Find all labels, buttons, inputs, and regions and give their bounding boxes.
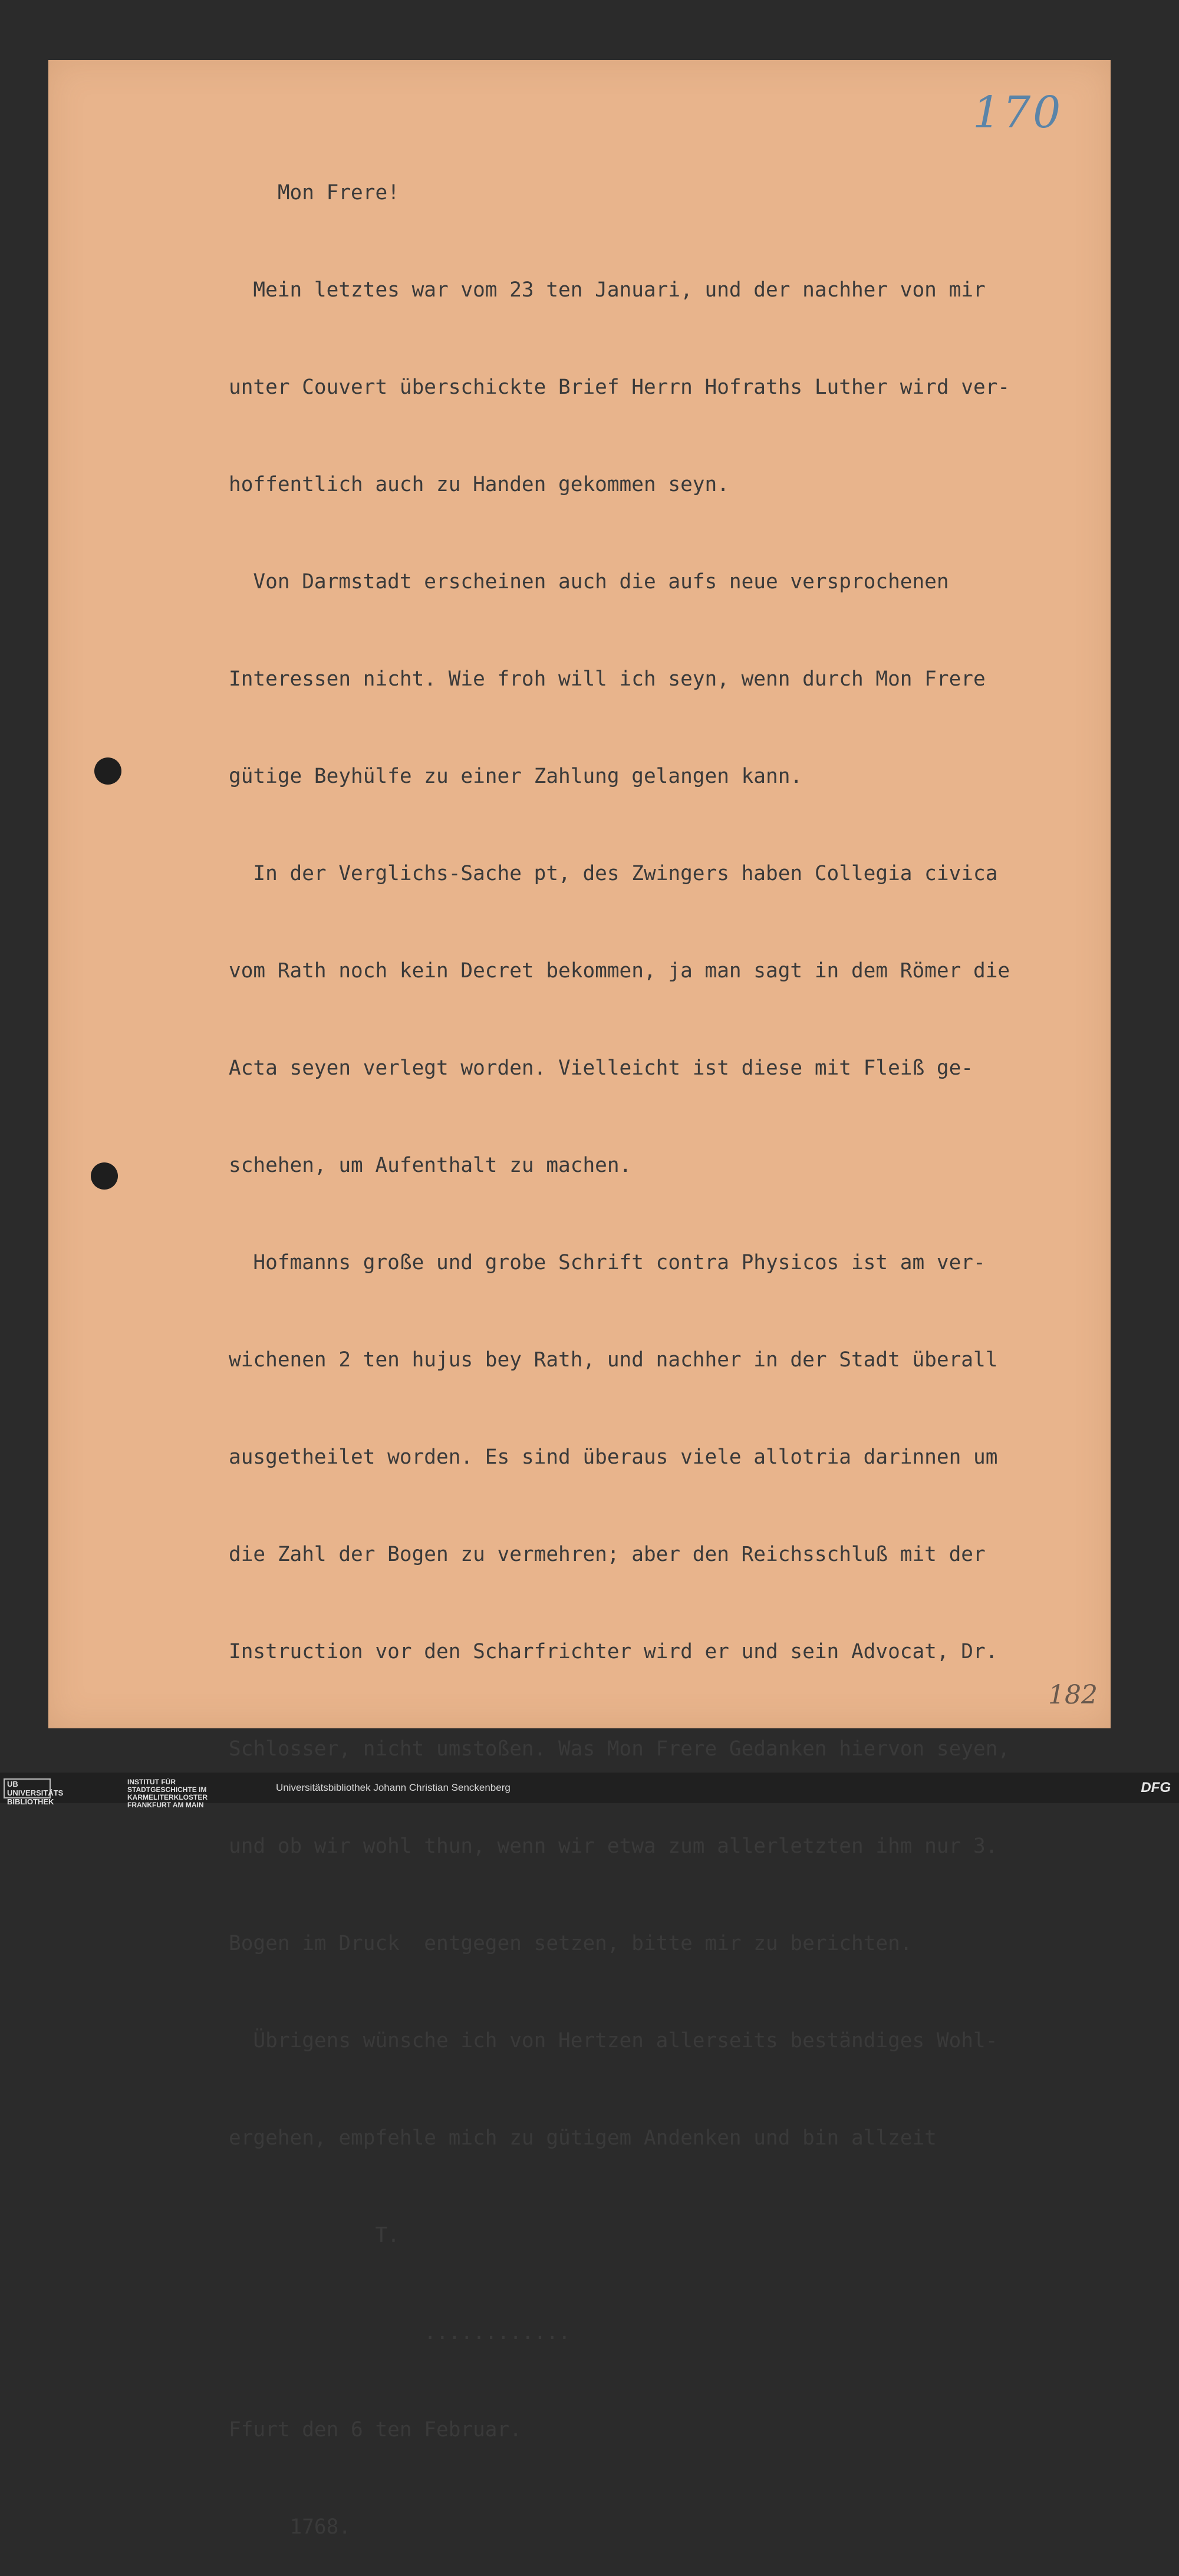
letter-line: Ffurt den 6 ten Februar.: [229, 2418, 522, 2442]
letter-line: die Zahl der Bogen zu vermehren; aber den Reichsschluß mit der: [229, 1543, 986, 1566]
letter-line: In der Verglichs-Sache pt, des Zwingers haben Collegia civica: [229, 862, 998, 885]
library-credit: Universitätsbibliothek Johann Christian Senckenberg: [276, 1782, 511, 1793]
letter-line: ergehen, empfehle mich zu gütigem Andenken und bin allzeit: [229, 2126, 937, 2150]
letter-line: wichenen 2 ten hujus bey Rath, und nachher in der Stadt überall: [229, 1348, 998, 1372]
letter-line: ausgetheilet worden. Es sind überaus viele allotria darinnen um: [229, 1445, 998, 1469]
letter-line: Bogen im Druck entgegen setzen, bitte mir zu berichten.: [229, 1932, 913, 1955]
letter-line: Interessen nicht. Wie froh will ich seyn, wenn durch Mon Frere: [229, 667, 986, 691]
institute-logo: INSTITUT FÜR STADTGESCHICHTE IM KARMELITERKLOSTER FRANKFURT AM MAIN: [127, 1778, 208, 1809]
letter-line: Schlosser, nicht umstoßen. Was Mon Frere Gedanken hiervon seyen,: [229, 1737, 1010, 1761]
letter-line: und ob wir wohl thun, wenn wir etwa zum allerletzten ihm nur 3.: [229, 1834, 998, 1858]
folio-number-top: 170: [973, 87, 1063, 138]
letter-text: [229, 112, 1113, 2576]
letter-line: unter Couvert überschickte Brief Herrn Hofraths Luther wird ver-: [229, 375, 1010, 399]
footer-bar: [0, 1773, 1179, 1809]
punch-hole-top: [94, 757, 121, 785]
letter-line: vom Rath noch kein Decret bekommen, ja man sagt in dem Römer die: [229, 959, 1010, 983]
letter-line: gütige Beyhülfe zu einer Zahlung gelangen kann.: [229, 765, 803, 788]
punch-hole-bottom: [91, 1162, 118, 1190]
letter-line: ............: [229, 2321, 571, 2344]
letter-line: Mein letztes war vom 23 ten Januari, und der nachher von mir: [229, 278, 986, 302]
letter-line: hoffentlich auch zu Handen gekommen seyn.: [229, 473, 729, 496]
letter-line: T.: [229, 2223, 400, 2247]
letter-line: Instruction vor den Scharfrichter wird er und sein Advocat, Dr.: [229, 1640, 998, 1663]
dfg-logo: DFG: [1141, 1780, 1171, 1796]
letter-line: Hofmanns große und grobe Schrift contra Physicos ist am ver-: [229, 1251, 986, 1274]
letter-line: Acta seyen verlegt worden. Vielleicht ist diese mit Fleiß ge-: [229, 1056, 973, 1080]
letter-line: Übrigens wünsche ich von Hertzen allerseits beständiges Wohl-: [229, 2029, 998, 2053]
folio-number-bottom: 182: [1048, 1680, 1098, 1710]
letter-line: Von Darmstadt erscheinen auch die aufs neue versprochenen: [229, 570, 949, 594]
ub-logo: UB UNIVERSITÄTS BIBLIOTHEK: [4, 1778, 51, 1798]
letter-line: 1768.: [229, 2515, 351, 2539]
letter-line: schehen, um Aufenthalt zu machen.: [229, 1154, 632, 1177]
letter-line: Mon Frere!: [229, 181, 400, 205]
